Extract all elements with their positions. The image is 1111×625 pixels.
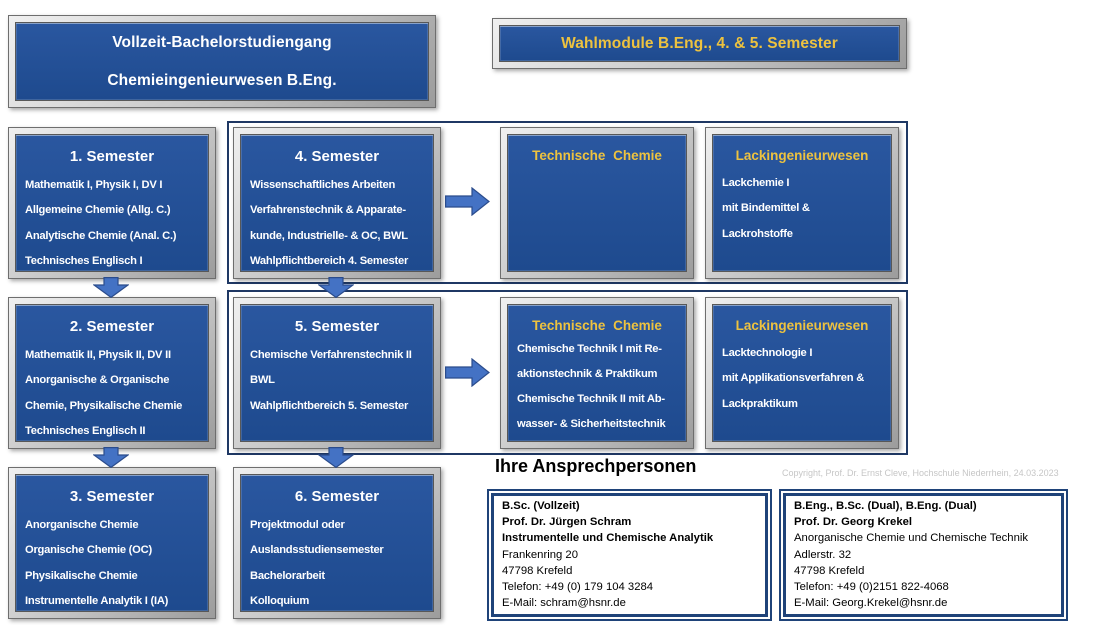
program-title-box: [8, 15, 436, 108]
program-title-line1: Vollzeit-Bachelorstudiengang: [112, 33, 332, 51]
contact-line: 47798 Krefeld: [794, 564, 865, 577]
module-line: wasser- & Sicherheitstechnik: [517, 418, 666, 430]
module-line: Analytische Chemie (Anal. C.): [25, 229, 177, 242]
semester-6-box: [233, 467, 441, 619]
semester-2-title: 2. Semester: [69, 318, 155, 335]
down-arrow-icon: [318, 447, 354, 468]
contact-line: Telefon: +49 (0)2151 822-4068: [794, 581, 949, 594]
contact-line: B.Sc. (Vollzeit): [502, 500, 580, 512]
module-line: Bachelorarbeit: [250, 569, 325, 582]
semester-5-box: [233, 297, 441, 449]
module-line: Mathematik I, Physik I, DV I: [25, 179, 163, 191]
semester-5-title: 5. Semester: [294, 318, 380, 335]
right-arrow-icon: [445, 187, 490, 216]
semester-2-box: [8, 297, 216, 449]
contacts-heading: Ihre Ansprechpersonen: [495, 456, 697, 476]
module-line: Chemische Technik II mit Ab-: [517, 393, 665, 405]
semester-1-box: [8, 127, 216, 279]
elective-technische-chemie-4-box: [500, 127, 694, 279]
contact-line: E-Mail: Georg.Krekel@hsnr.de: [794, 597, 948, 610]
contact-line: 47798 Krefeld: [502, 564, 573, 577]
module-line: Mathematik II, Physik II, DV II: [25, 349, 171, 361]
module-line: Kolloquium: [250, 595, 310, 608]
contact-line: Telefon: +49 (0) 179 104 3284: [502, 581, 654, 594]
contact-line: Anorganische Chemie und Chemische Technik: [794, 532, 1029, 545]
semester-6-title: 6. Semester: [294, 488, 380, 505]
module-line: Lackpraktikum: [722, 397, 798, 410]
right-arrow-icon: [445, 358, 490, 387]
module-line: kunde, Industrielle- & OC, BWL: [250, 229, 408, 242]
module-line: Allgemeine Chemie (Allg. C.): [25, 204, 171, 217]
contact-line: E-Mail: schram@hsnr.de: [502, 597, 626, 610]
contact-card-vollzeit: [487, 489, 772, 621]
module-line: aktionstechnik & Praktikum: [517, 368, 658, 380]
module-line: Technisches Englisch II: [25, 425, 146, 438]
semester-3-title: 3. Semester: [69, 488, 155, 505]
program-title-line2: Chemieingenieurwesen B.Eng.: [107, 71, 337, 89]
module-line: Anorganische & Organische: [25, 374, 170, 387]
semester-1-title: 1. Semester: [69, 148, 155, 165]
module-line: BWL: [250, 374, 275, 387]
module-line: Lackrohstoffe: [722, 227, 793, 240]
contact-line: Frankenring 20: [502, 548, 578, 561]
module-line: Wahlpflichtbereich 4. Semester: [250, 255, 409, 268]
module-line: Chemische Technik I mit Re-: [517, 343, 662, 355]
module-line: mit Applikationsverfahren &: [722, 372, 865, 385]
contact-card-dual: [779, 489, 1068, 621]
elective-title: Technische Chemie: [532, 148, 662, 163]
module-line: Verfahrenstechnik & Apparate-: [250, 204, 406, 217]
elective-title: Lackingenieurwesen: [735, 148, 869, 163]
module-line: Chemische Verfahrenstechnik II: [250, 349, 412, 361]
electives-title: Wahlmodule B.Eng., 4. & 5. Semester: [561, 34, 838, 52]
module-line: Projektmodul oder: [250, 519, 345, 531]
elective-lackingenieurwesen-4-box: [705, 127, 899, 279]
module-line: Chemie, Physikalische Chemie: [25, 399, 183, 412]
semester-4-title: 4. Semester: [294, 148, 380, 165]
module-line: Wahlpflichtbereich 5. Semester: [250, 399, 409, 412]
electives-title-box: [492, 18, 907, 69]
module-line: Organische Chemie (OC): [25, 544, 152, 557]
module-line: Lacktechnologie I: [722, 347, 813, 359]
contact-line: Prof. Dr. Georg Krekel: [794, 516, 913, 529]
elective-title: Technische Chemie: [532, 318, 662, 333]
elective-technische-chemie-5-box: [500, 297, 694, 449]
elective-lackingenieurwesen-5-box: [705, 297, 899, 449]
semester-4-box: [233, 127, 441, 279]
module-line: Technisches Englisch I: [25, 255, 143, 268]
module-line: Auslandsstudiensemester: [250, 544, 384, 557]
down-arrow-icon: [318, 277, 354, 298]
module-line: Lackchemie I: [722, 177, 790, 189]
elective-title: Lackingenieurwesen: [735, 318, 869, 333]
contact-line: Prof. Dr. Jürgen Schram: [502, 516, 632, 529]
copyright-note: Copyright, Prof. Dr. Ernst Cleve, Hochschule Niederrhein, 24.03.2023: [782, 468, 1059, 478]
module-line: Physikalische Chemie: [25, 569, 138, 582]
module-line: Instrumentelle Analytik I (IA): [25, 595, 169, 608]
contact-line: Adlerstr. 32: [794, 548, 852, 561]
contact-line: B.Eng., B.Sc. (Dual), B.Eng. (Dual): [794, 500, 977, 512]
down-arrow-icon: [93, 277, 129, 298]
down-arrow-icon: [93, 447, 129, 468]
module-line: Wissenschaftliches Arbeiten: [250, 179, 396, 191]
module-line: mit Bindemittel &: [722, 202, 810, 215]
contact-line: Instrumentelle und Chemische Analytik: [502, 532, 714, 545]
module-line: Anorganische Chemie: [25, 519, 139, 531]
semester-3-box: [8, 467, 216, 619]
